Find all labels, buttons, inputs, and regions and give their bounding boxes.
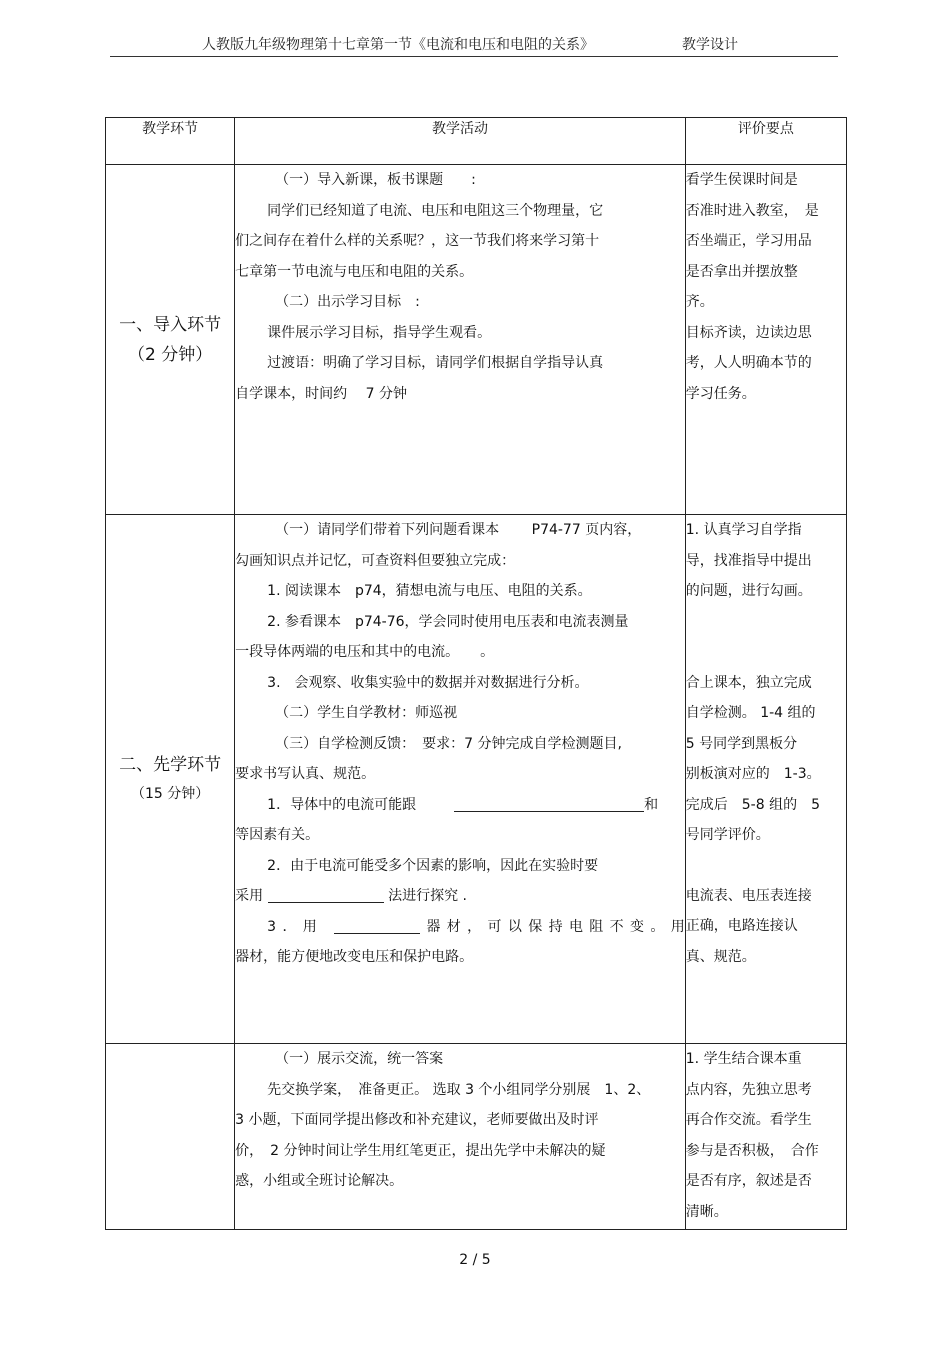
activity-line: 先交换学案， 准备更正。 选取 3 个小组同学分别展 1、2、: [267, 1081, 651, 1098]
evaluation-line: 是否有序，叙述是否: [685, 1173, 812, 1189]
evaluation-line: 合上课本，独立完成: [685, 674, 812, 691]
spacer: [686, 851, 846, 881]
spacer: [686, 607, 846, 668]
activity-line: （二）出示学习目标 :: [275, 294, 420, 310]
activity-line: 器材，能方便地改变电压和保护电路。: [235, 949, 474, 965]
activity-line: 1. 阅读课本 p74，猜想电流与电压、电阻的关系。: [267, 583, 592, 599]
activity-line: 们之间存在着什么样的关系呢？，这一节我们将来学习第十: [235, 233, 600, 249]
evaluation-line: 否准时进入教室， 是: [685, 202, 819, 219]
activity-line: 课件展示学习目标，指导学生观看。: [267, 324, 492, 341]
activity-line: [235, 912, 685, 943]
activity-cell: [235, 515, 686, 1044]
question-text: 法进行探究 .: [388, 888, 467, 904]
page-header: [110, 34, 838, 57]
evaluation-line: 真、规范。: [685, 948, 756, 965]
evaluation-line: 齐。: [685, 294, 714, 310]
stage-time: （2 分钟）: [127, 344, 213, 365]
question-text: 1．导体中的电流可能跟: [267, 796, 417, 813]
column-header-evaluation: 评价要点: [685, 118, 846, 165]
activity-line: 等因素有关。: [235, 827, 320, 843]
answer-blank[interactable]: [454, 793, 644, 812]
stage-time: （15 分钟）: [130, 786, 210, 802]
header-title: 人教版九年级物理第十七章第一节《电流和电压和电阻的关系》: [202, 37, 594, 53]
activity-line: 勾画知识点并记忆，可查资料但要独立完成：: [235, 552, 516, 569]
evaluation-line: 学习任务。: [685, 385, 756, 402]
question-text: 3．用: [267, 918, 324, 935]
activity-line: 3. 会观察、收集实验中的数据并对数据进行分析。: [267, 674, 589, 691]
question-text: 器材，可以保持电阻不变。用: [420, 918, 685, 935]
evaluation-line: 是否拿出并摆放整: [685, 263, 798, 280]
lesson-table: [105, 117, 847, 1230]
evaluation-line: 号同学评价。: [685, 827, 770, 843]
activity-line: （一）请同学们带着下列问题看课本 P74-77 页内容，: [275, 522, 642, 538]
evaluation-line: 清晰。: [685, 1203, 728, 1220]
evaluation-line: 5 号同学到黑板分: [685, 735, 798, 752]
activity-line: （一）展示交流，统一答案: [275, 1051, 444, 1067]
evaluation-line: 考，人人明确本节的: [685, 355, 812, 371]
evaluation-line: 电流表、电压表连接: [685, 887, 812, 904]
activity-cell: [235, 1044, 686, 1230]
answer-blank[interactable]: [268, 884, 384, 903]
stage-cell: [106, 515, 235, 1044]
stage-cell: [106, 1044, 235, 1230]
table-header-row: [106, 118, 847, 165]
evaluation-line: 目标齐读，边读边思: [685, 324, 812, 341]
activity-line: 自学课本，时间约 7 分钟: [235, 385, 407, 402]
activity-line: 过渡语：明确了学习目标，请同学们根据自学指导认真: [267, 355, 604, 371]
evaluation-cell: [685, 515, 846, 1044]
evaluation-line: 完成后 5-8 组的 5: [685, 796, 820, 813]
activity-line: 七章第一节电流与电压和电阻的关系。: [235, 263, 474, 280]
evaluation-line: 否坐端正，学习用品: [685, 233, 812, 249]
activity-line: （二）学生自学教材：师巡视: [275, 705, 458, 721]
activity-line: 2．由于电流可能受多个因素的影响，因此在实验时要: [267, 857, 599, 874]
stage-title: 二、先学环节: [119, 755, 222, 775]
evaluation-line: 点内容，先独立思考: [685, 1081, 812, 1098]
table-row: [106, 1044, 847, 1230]
activity-line: [235, 881, 685, 912]
evaluation-line: 参与是否积极， 合作: [685, 1142, 819, 1159]
question-text: 采用: [235, 888, 264, 904]
table-row: [106, 165, 847, 515]
activity-line: （一）导入新课，板书课题 :: [275, 172, 476, 188]
evaluation-line: 导，找准指导中提出: [685, 552, 812, 569]
evaluation-line: 1. 认真学习自学指: [685, 522, 802, 538]
stage-title: 一、导入环节: [119, 314, 222, 335]
evaluation-cell: [685, 1044, 846, 1230]
answer-blank[interactable]: [334, 915, 420, 934]
stage-cell: [106, 165, 235, 515]
column-header-activity: 教学活动: [235, 118, 686, 165]
column-header-stage: 教学环节: [106, 118, 235, 165]
activity-line: 要求书写认真、规范。: [235, 766, 376, 782]
page-number: 2 / 5: [459, 1252, 491, 1268]
activity-line: 惑，小组或全班讨论解决。: [235, 1173, 404, 1189]
evaluation-line: 自学检测。 1-4 组的: [685, 705, 816, 721]
question-text: 和: [644, 796, 659, 813]
activity-line: 价， 2 分钟时间让学生用红笔更正，提出先学中未解决的疑: [235, 1142, 606, 1159]
evaluation-line: 别板演对应的 1-3。: [685, 766, 821, 782]
evaluation-cell: [685, 165, 846, 515]
activity-line: [235, 790, 685, 821]
evaluation-line: 的问题，进行勾画。: [685, 583, 812, 599]
evaluation-line: 1. 学生结合课本重: [685, 1051, 802, 1067]
activity-line: 2. 参看课本 p74-76，学会同时使用电压表和电流表测量: [267, 613, 629, 630]
activity-line: 同学们已经知道了电流、电压和电阻这三个物理量，它: [267, 202, 604, 219]
header-subtitle: 教学设计: [682, 37, 738, 53]
activity-cell: [235, 165, 686, 515]
evaluation-line: 再合作交流。看学生: [685, 1112, 812, 1128]
activity-line: 一段导体两端的电压和其中的电流。 。: [235, 644, 495, 660]
activity-line: 3 小题，下面同学提出修改和补充建议，老师要做出及时评: [235, 1112, 599, 1128]
table-row: [106, 515, 847, 1044]
evaluation-line: 正确，电路连接认: [685, 918, 798, 934]
evaluation-line: 看学生侯课时间是: [685, 172, 798, 188]
activity-line: （三）自学检测反馈： 要求：7 分钟完成自学检测题目,: [275, 735, 622, 752]
